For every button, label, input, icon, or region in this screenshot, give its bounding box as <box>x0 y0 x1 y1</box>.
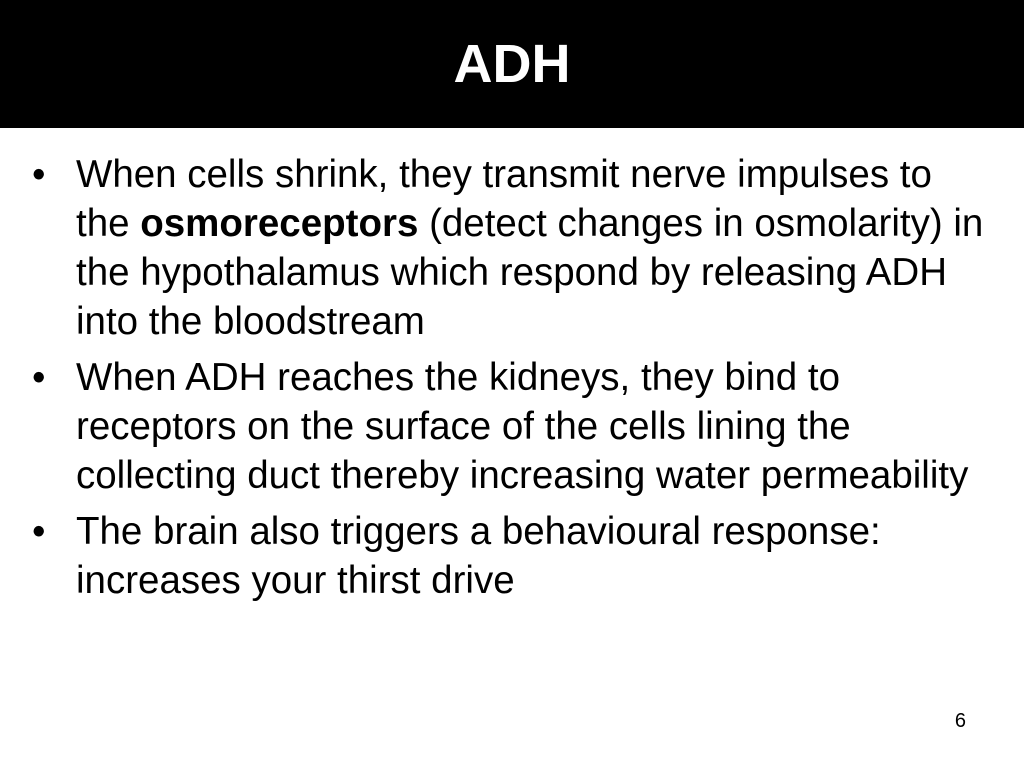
bullet-text-part: (detect changes in osmolarity) in the hypothalamus which respond by releasing ADH into the bloodstream <box>76 202 984 343</box>
bullet-marker: • <box>32 153 46 196</box>
bullet-text-part: When cells shrink, they transmit nerve impulses to the <box>76 153 932 245</box>
bullet-list <box>28 150 988 605</box>
bullet-item-thirst <box>28 507 988 605</box>
bullet-marker: • <box>32 356 46 399</box>
bullet-marker: • <box>32 510 46 553</box>
slide-title: ADH <box>453 34 571 94</box>
title-bar <box>0 0 1024 128</box>
slide-number: 6 <box>954 710 966 732</box>
bullet-text: When ADH reaches the kidneys, they bind to receptors on the surface of the cells lining the collecting duct thereby increasing water permeability <box>76 356 969 497</box>
bullet-item-kidneys <box>28 353 988 500</box>
slide-content <box>28 150 988 612</box>
bullet-text-bold-term: osmoreceptors <box>140 202 419 245</box>
bullet-item-osmoreceptors <box>28 150 988 346</box>
bullet-text: The brain also triggers a behavioural response: increases your thirst drive <box>76 510 881 602</box>
